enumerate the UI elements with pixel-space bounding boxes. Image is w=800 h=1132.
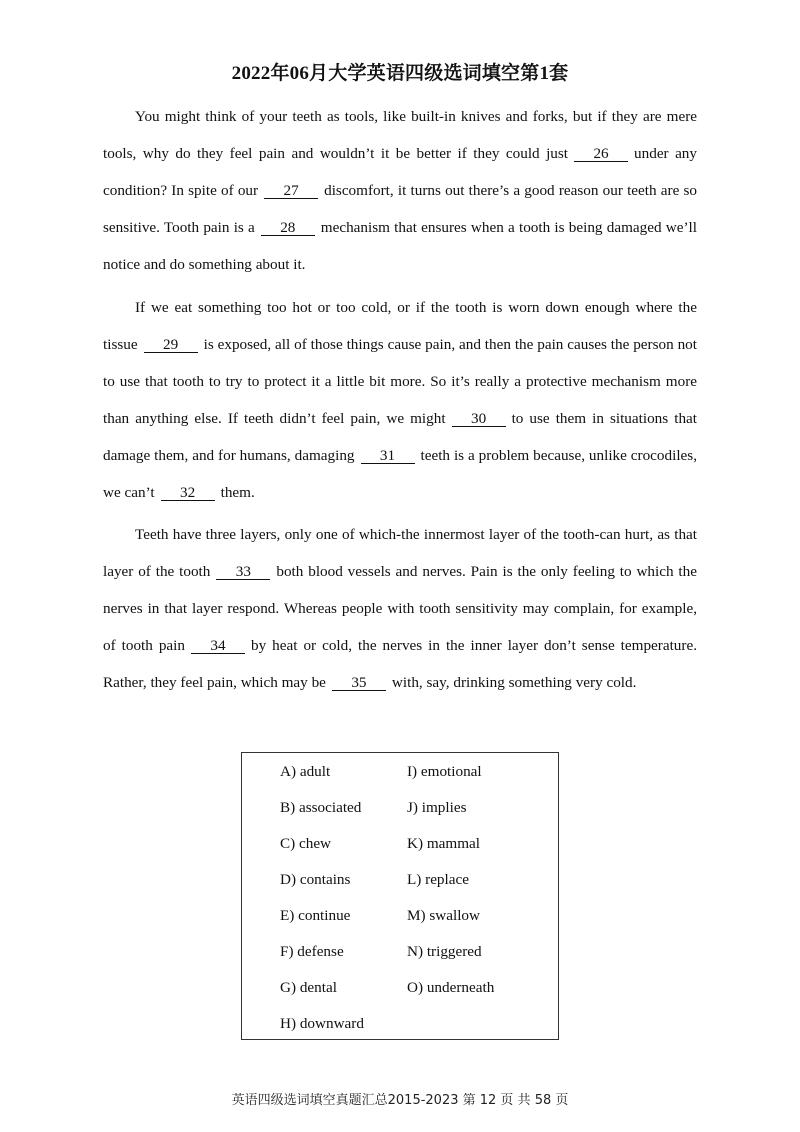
blank-31: 31: [361, 448, 415, 464]
p3-text-3: by heat or cold, the nerves in the inner layer don’t sense temperature. Rather, they feel pain, which may be: [103, 637, 697, 691]
p2-text-3: to use them in situations that damage them, and for humans, damaging: [103, 410, 697, 464]
p1-text-1: You might think of your teeth as tools, like built-in knives and forks, but if they are mere tools, why do they feel pain and wouldn’t it be better if they could just: [103, 108, 697, 162]
option-h: H) downward: [280, 1015, 364, 1032]
paragraph-3: [103, 516, 697, 701]
option-g: G) dental: [280, 979, 337, 996]
p2-text-2: is exposed, all of those things cause pain, and then the pain causes the person not to use that tooth to try to protect it a little bit more. So it’s really a protective mechanism more than anything else. If teeth didn’t feel pain, we might: [103, 336, 697, 427]
option-a: A) adult: [280, 763, 331, 780]
p3-text-4: with, say, drinking something very cold.: [391, 674, 637, 691]
option-l: L) replace: [407, 871, 469, 888]
option-j: J) implies: [407, 799, 467, 816]
p3-text-1: Teeth have three layers, only one of which-the innermost layer of the tooth-can hurt, as that layer of the tooth: [103, 526, 697, 580]
blank-29: 29: [144, 337, 198, 353]
p2-text-4: teeth is a problem because, unlike crocodiles, we can’t: [103, 447, 697, 501]
p1-text-3: discomfort, it turns out there’s a good reason our teeth are so sensitive. Tooth pain is a: [103, 182, 698, 236]
option-c: C) chew: [280, 835, 332, 852]
p3-text-2: both blood vessels and nerves. Pain is the only feeling to which the nerves in that layer respond. Whereas people with tooth sensitivity may complain, for example, of tooth pain: [103, 563, 697, 654]
word-bank-box: [241, 752, 559, 1040]
p1-text-2: under any condition? In spite of our: [103, 145, 697, 199]
blank-32: 32: [161, 485, 215, 501]
p2-text-1: If we eat something too hot or too cold, or if the tooth is worn down enough where the tissue: [103, 299, 697, 353]
paragraph-2: [103, 289, 697, 511]
blank-33: 33: [216, 564, 270, 580]
p1-text-4: mechanism that ensures when a tooth is being damaged we’ll notice and do something about it.: [103, 219, 697, 273]
blank-27: 27: [264, 183, 318, 199]
blank-35: 35: [332, 675, 386, 691]
option-e: E) continue: [280, 907, 351, 924]
page-footer: 英语四级选词填空真题汇总2015-2023 第 12 页 共 58 页: [231, 1093, 569, 1108]
option-m: M) swallow: [407, 907, 480, 924]
option-i: I) emotional: [407, 763, 482, 780]
p2-text-5: them.: [220, 484, 255, 501]
blank-30: 30: [452, 411, 506, 427]
page-title: 2022年06月大学英语四级选词填空第1套: [231, 63, 569, 84]
option-n: N) triggered: [407, 943, 482, 960]
option-b: B) associated: [280, 799, 362, 816]
blank-26: 26: [574, 146, 628, 162]
paragraph-1: [103, 98, 697, 283]
blank-28: 28: [261, 220, 315, 236]
option-d: D) contains: [280, 871, 351, 888]
option-f: F) defense: [280, 943, 344, 960]
option-k: K) mammal: [407, 835, 480, 852]
option-o: O) underneath: [407, 979, 495, 996]
blank-34: 34: [191, 638, 245, 654]
